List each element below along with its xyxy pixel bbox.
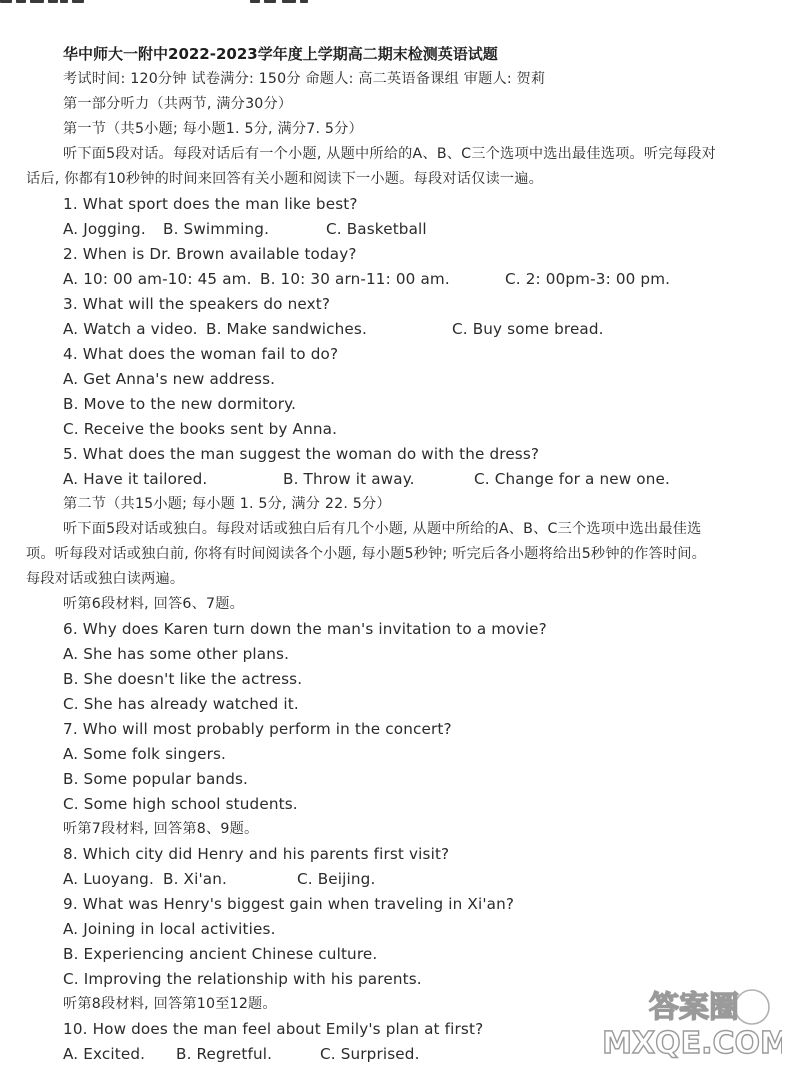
- option-c: C. She has already watched it.: [63, 695, 299, 713]
- option-c: C. Buy some bread.: [452, 320, 604, 338]
- answer-options: [0, 267, 796, 292]
- section1-heading: 第一节（共5小题; 每小题1. 5分, 满分7. 5分）: [63, 121, 363, 137]
- option-a: A. Luoyang.: [63, 870, 154, 888]
- option-b: B. 10: 30 arn-11: 00 am.: [260, 270, 450, 288]
- question-text: 8. Which city did Henry and his parents first visit?: [63, 845, 450, 863]
- material-heading: 听第8段材料, 回答第10至12题。: [63, 996, 277, 1012]
- option-b: B. Move to the new dormitory.: [63, 395, 297, 413]
- option-a: A. Some folk singers.: [63, 745, 227, 763]
- option-b: B. Throw it away.: [283, 470, 415, 488]
- exam-document: [0, 42, 796, 1067]
- option-c: C. Surprised.: [320, 1045, 420, 1063]
- section2-instructions-line: 每段对话或独白读两遍。: [26, 571, 185, 587]
- option-a: A. Watch a video.: [63, 320, 198, 338]
- exam-info: 考试时间: 120分钟 试卷满分: 150分 命题人: 高二英语备课组 审题人: 贺莉: [63, 71, 546, 87]
- option-a: A. She has some other plans.: [63, 645, 290, 663]
- option-c: C. Basketball: [326, 220, 427, 238]
- watermark-bottom-text: MXQE.COM: [602, 1026, 782, 1061]
- watermark-logo: [602, 985, 782, 1063]
- question-text: 4. What does the woman fail to do?: [63, 345, 339, 363]
- answer-options: [0, 867, 796, 892]
- option-a: A. Get Anna's new address.: [63, 370, 276, 388]
- question-text: 10. How does the man feel about Emily's plan at first?: [63, 1020, 484, 1038]
- option-a: A. Joining in local activities.: [63, 920, 276, 938]
- question-text: 6. Why does Karen turn down the man's invitation to a movie?: [63, 620, 547, 638]
- section2-instructions-line: 项。听每段对话或独白前, 你将有时间阅读各个小题, 每小题5秒钟; 听完后各小题将给出5秒钟的作答时间。: [26, 546, 707, 562]
- option-b: B. Swimming.: [163, 220, 270, 238]
- option-c: C. Improving the relationship with his parents.: [63, 970, 422, 988]
- option-c: C. Some high school students.: [63, 795, 298, 813]
- site-watermark: [602, 985, 782, 1063]
- option-b: B. Xi'an.: [163, 870, 227, 888]
- answer-options: [0, 467, 796, 492]
- option-a: A. Excited.: [63, 1045, 146, 1063]
- option-c: C. 2: 00pm-3: 00 pm.: [505, 270, 671, 288]
- option-c: C. Beijing.: [297, 870, 376, 888]
- question-text: 5. What does the man suggest the woman do with the dress?: [63, 445, 540, 463]
- option-b: B. Some popular bands.: [63, 770, 249, 788]
- option-b: B. Make sandwiches.: [206, 320, 367, 338]
- answer-options: [0, 317, 796, 342]
- material-heading: 听第7段材料, 回答第8、9题。: [63, 821, 259, 837]
- document-title: 华中师大一附中2022-2023学年度上学期高二期末检测英语试题: [63, 45, 498, 63]
- option-b: B. Regretful.: [176, 1045, 273, 1063]
- question-text: 1. What sport does the man like best?: [63, 195, 358, 213]
- question-text: 9. What was Henry's biggest gain when traveling in Xi'an?: [63, 895, 515, 913]
- section2-instructions-line: 听下面5段对话或独白。每段对话或独白后有几个小题, 从题中所给的A、B、C三个选项中选出最佳选: [63, 521, 702, 537]
- option-c: C. Receive the books sent by Anna.: [63, 420, 338, 438]
- watermark-top-text: 答案圈: [649, 990, 739, 1025]
- section2-heading: 第二节（共15小题; 每小题 1. 5分, 满分 22. 5分）: [63, 496, 391, 512]
- question-text: 3. What will the speakers do next?: [63, 295, 331, 313]
- section1-instructions-line: 听下面5段对话。每段对话后有一个小题, 从题中所给的A、B、C三个选项中选出最佳选项。听完每段对: [63, 146, 716, 162]
- option-a: A. Have it tailored.: [63, 470, 208, 488]
- cropped-top-text: [0, 0, 340, 6]
- part1-heading: 第一部分听力（共两节, 满分30分）: [63, 96, 293, 112]
- material-heading: 听第6段材料, 回答6、7题。: [63, 596, 244, 612]
- answer-options: [0, 217, 796, 242]
- option-a: A. Jogging.: [63, 220, 146, 238]
- section1-instructions-line: 话后, 你都有10秒钟的时间来回答有关小题和阅读下一小题。每段对话仅读一遍。: [26, 171, 544, 187]
- option-c: C. Change for a new one.: [474, 470, 670, 488]
- option-b: B. Experiencing ancient Chinese culture.: [63, 945, 378, 963]
- option-b: B. She doesn't like the actress.: [63, 670, 303, 688]
- question-text: 2. When is Dr. Brown available today?: [63, 245, 357, 263]
- option-a: A. 10: 00 am-10: 45 am.: [63, 270, 252, 288]
- question-text: 7. Who will most probably perform in the concert?: [63, 720, 452, 738]
